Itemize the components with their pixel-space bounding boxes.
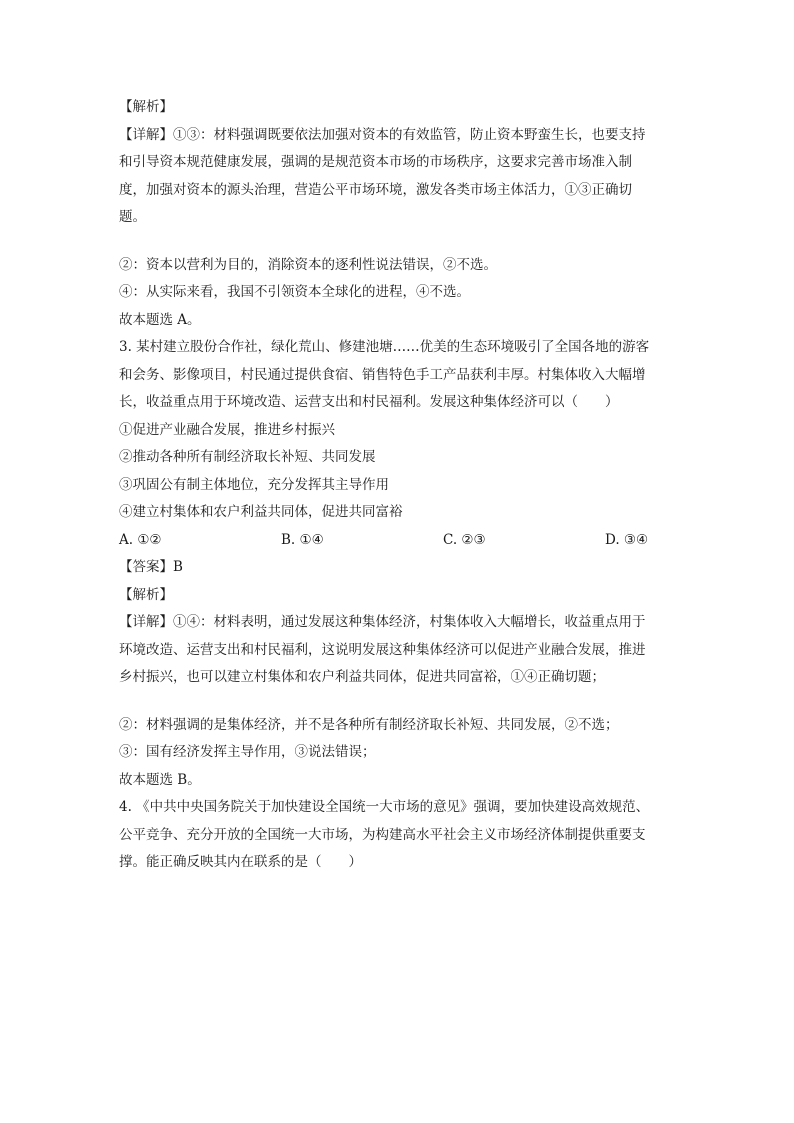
note-line: ②：资本以营利为目的，消除资本的逐利性说法错误，②不选。 — [119, 256, 497, 273]
option-b: B. ①④ — [281, 531, 324, 548]
detail-line: 【详解】①④：材料表明，通过发展这种集体经济，村集体收入大幅增长，收益重点用于 — [119, 614, 646, 630]
question-stem-line: 3. 某村建立股份合作社，绿化荒山、修建池塘……优美的生态环境吸引了全国各地的游客 — [119, 339, 650, 355]
conclusion-line: 故本题选 A。 — [119, 311, 201, 328]
question-stem-line: 公平竞争、充分开放的全国统一大市场，为构建高水平社会主义市场经济体制提供重要支 — [119, 826, 646, 843]
statement-item: ②推动各种所有制经济取长补短、共同发展 — [119, 449, 376, 465]
note-line: ④：从实际来看，我国不引领资本全球化的进程，④不选。 — [119, 284, 470, 300]
statement-item: ①促进产业融合发展，推进乡村振兴 — [119, 421, 335, 438]
question-stem-line: 长，收益重点用于环境改造、运营支出和村民福利。发展这种集体经济可以（ ） — [119, 394, 619, 410]
detail-line: 【详解】①③：材料强调既要依法加强对资本的有效监管，防止资本野蛮生长，也要支持 — [119, 126, 646, 143]
detail-line: 和引导资本规范健康发展，强调的是规范资本市场的市场秩序，这要求完善市场准入制 — [119, 154, 632, 170]
conclusion-line: 故本题选 B。 — [119, 771, 201, 788]
question-stem-line: 4. 《中共中央国务院关于加快建设全国统一大市场的意见》强调，要加快建设高效规范、 — [119, 799, 650, 815]
detail-line: 乡村振兴，也可以建立村集体和农户利益共同体，促进共同富裕，①④正确切题； — [119, 669, 605, 685]
statement-item: ③巩固公有制主体地位，充分发挥其主导作用 — [119, 476, 389, 493]
analysis-label: 【解析】 — [119, 99, 173, 115]
question-stem-line: 撑。能正确反映其内在联系的是（ ） — [119, 854, 362, 870]
detail-line: 环境改造、运营支出和村民福利，这说明发展这种集体经济可以促进产业融合发展，推进 — [119, 641, 646, 658]
detail-line: 度，加强对资本的源头治理，营造公平市场环境，激发各类市场主体活力，①③正确切 — [119, 181, 632, 198]
note-line: ③：国有经济发挥主导作用，③说法错误； — [119, 744, 376, 760]
spacer — [119, 692, 679, 712]
page-content — [119, 94, 679, 877]
answer-line: 【答案】B — [119, 559, 183, 575]
analysis-label: 【解析】 — [119, 586, 173, 603]
answer-options — [119, 527, 679, 555]
note-line: ②：材料强调的是集体经济，并不是各种所有制经济取长补短、共同发展，②不选； — [119, 716, 619, 733]
question-stem-line: 和会务、影像项目，村民通过提供食宿、销售特色手工产品获利丰厚。村集体收入大幅增 — [119, 366, 646, 383]
option-a: A. ①② — [119, 531, 162, 548]
spacer — [119, 232, 679, 252]
statement-item: ④建立村集体和农户利益共同体，促进共同富裕 — [119, 504, 403, 520]
option-d: D. ③④ — [605, 531, 649, 548]
option-c: C. ②③ — [443, 531, 486, 548]
detail-line: 题。 — [119, 209, 146, 225]
